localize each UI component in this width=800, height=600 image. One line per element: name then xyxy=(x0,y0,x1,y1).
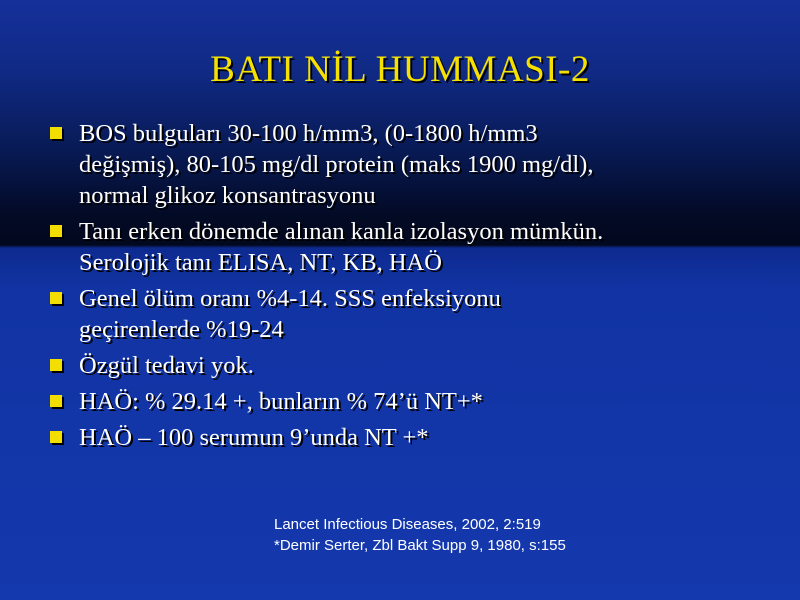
bullet-item xyxy=(46,350,766,381)
square-bullet-icon xyxy=(50,431,62,443)
bullet-line: Genel ölüm oranı %4-14. SSS enfeksiyonu xyxy=(79,285,501,312)
square-bullet-icon xyxy=(50,359,62,371)
bullet-line: Özgül tedavi yok. xyxy=(79,352,254,379)
bullet-item xyxy=(46,283,766,345)
bullet-item xyxy=(46,386,766,417)
square-bullet-icon xyxy=(50,395,62,407)
bullet-line: HAÖ: % 29.14 +, bunların % 74’ü NT+* xyxy=(79,388,483,415)
bullet-line: HAÖ – 100 serumun 9’unda NT +* xyxy=(79,424,429,451)
bullet-list xyxy=(46,118,766,458)
square-bullet-icon xyxy=(50,127,62,139)
slide-title: BATI NİL HUMMASI-2 xyxy=(210,49,590,90)
square-bullet-icon xyxy=(50,292,62,304)
reference-line: *Demir Serter, Zbl Bakt Supp 9, 1980, s:155 xyxy=(274,537,566,554)
references xyxy=(274,514,566,556)
bullet-item xyxy=(46,216,766,278)
square-bullet-icon xyxy=(50,225,62,237)
bullet-line: geçirenlerde %19-24 xyxy=(79,316,284,343)
reference-line: Lancet Infectious Diseases, 2002, 2:519 xyxy=(274,516,541,533)
bullet-line: Tanı erken dönemde alınan kanla izolasyon mümkün. xyxy=(79,218,604,245)
bullet-line: BOS bulguları 30-100 h/mm3, (0-1800 h/mm3 xyxy=(79,120,538,147)
bullet-item xyxy=(46,422,766,453)
bullet-line: normal glikoz konsantrasyonu xyxy=(79,182,376,209)
bullet-item xyxy=(46,118,766,211)
bullet-line: değişmiş), 80-105 mg/dl protein (maks 1900 mg/dl), xyxy=(79,151,594,178)
bullet-line: Serolojik tanı ELISA, NT, KB, HAÖ xyxy=(79,249,442,276)
